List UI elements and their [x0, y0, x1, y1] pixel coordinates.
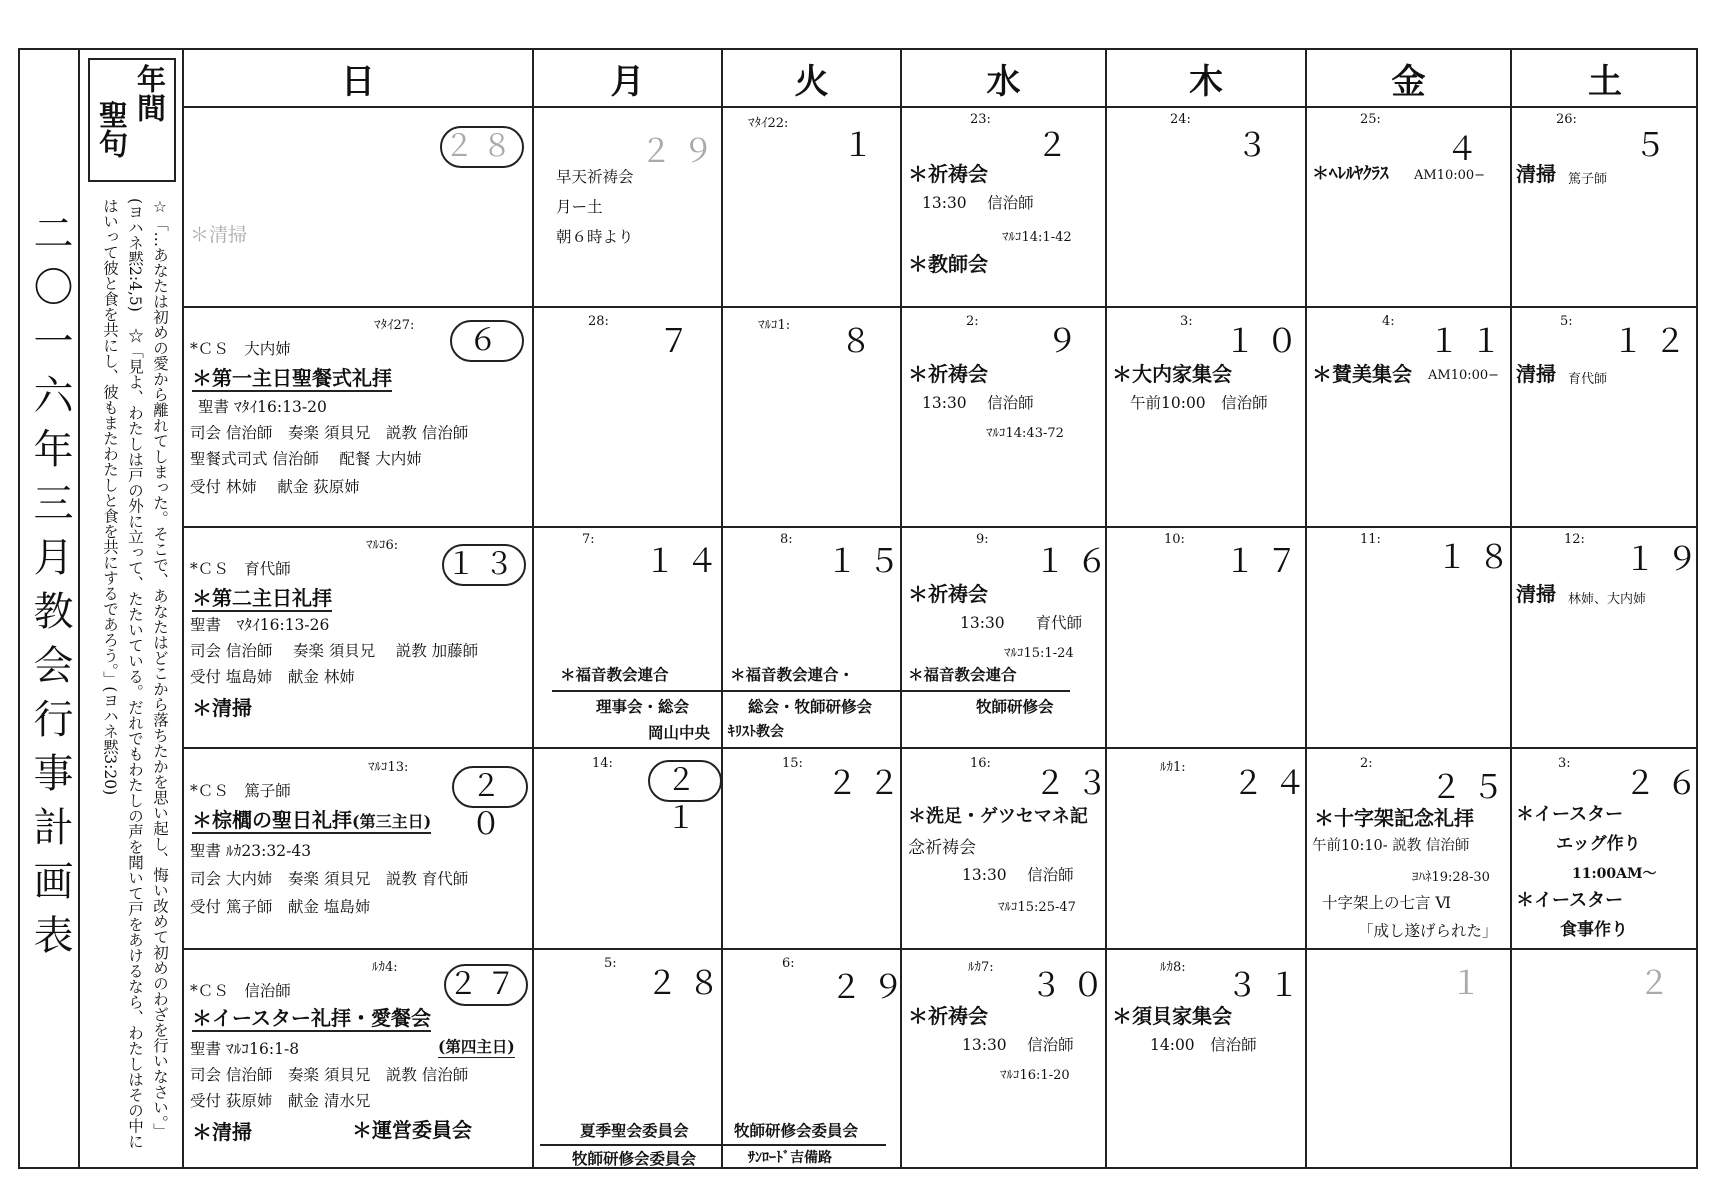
divider	[532, 48, 534, 1169]
service-line: 受付 塩島姉 献金 林姉	[190, 668, 355, 686]
scripture-ref: 5:	[604, 956, 617, 971]
date-number: １６	[1034, 542, 1119, 580]
event-prayer: ＊祈祷会	[908, 362, 988, 386]
service-line: 司会 大内姉 奏楽 須貝兄 説教 育代師	[190, 870, 469, 888]
date-number: １２	[1612, 322, 1697, 360]
scripture-ref: 4:	[1382, 314, 1395, 329]
event-line: 牧師研修会	[976, 697, 1054, 716]
cs-line: *ＣＳ 大内姉	[190, 340, 291, 358]
service-week-note: (第四主日)	[438, 1037, 515, 1056]
date-number: ３	[1236, 126, 1279, 164]
date-number: １４	[644, 542, 729, 580]
dow-tue: 火	[794, 61, 829, 102]
event-line: 月ー土	[556, 198, 603, 216]
date-number: ２３	[1034, 764, 1119, 802]
date-number: １９	[1624, 540, 1709, 578]
event-cleaning: ＊清掃	[192, 696, 252, 720]
scripture-ref: 12:	[1564, 532, 1585, 547]
divider	[182, 48, 184, 1169]
event-prayer: ＊祈祷会	[908, 582, 988, 606]
date-number: ３０	[1030, 966, 1115, 1004]
date-number: ５	[1634, 126, 1677, 164]
event-line: エッグ作り	[1556, 834, 1641, 854]
event-prayer: ＊洗足・ゲツセマネ記	[908, 806, 1088, 827]
date-circle: ２７	[444, 964, 528, 1006]
dow-mon: 月	[610, 61, 645, 102]
date-number: ２６	[1624, 764, 1709, 802]
cs-line: *ＣＳ 篤子師	[190, 782, 291, 800]
scripture-ref: 23:	[970, 112, 991, 127]
event-line: 13:30 信治師	[962, 866, 1074, 884]
event-person: 篤子師	[1568, 172, 1608, 187]
event-committee: ＊運営委員会	[352, 1118, 472, 1142]
scripture-ref: 6:	[782, 956, 795, 971]
event-line: 念祈祷会	[908, 838, 976, 858]
divider	[182, 106, 1698, 108]
service-title: ＊イースター礼拝・愛餐会	[192, 1006, 431, 1030]
cs-line: *ＣＳ 信治師	[190, 982, 291, 1000]
event-line: 理事会・総会	[596, 697, 690, 716]
date-circle: ２８	[440, 126, 524, 168]
event-line: 十字架上の七言 Ⅵ	[1322, 894, 1452, 912]
event-cleaning: 清掃	[1516, 362, 1556, 386]
event-prayer: ＊祈祷会	[908, 162, 988, 186]
event-line: 早天祈祷会	[556, 168, 634, 186]
service-line: 受付 篤子師 献金 塩島姉	[190, 898, 371, 916]
date-circle: ２０	[452, 766, 528, 808]
event-prayer: ＊祈祷会	[908, 1004, 988, 1028]
scripture-ref: ﾏﾙｺ13:	[368, 760, 409, 775]
scripture-ref: 25:	[1360, 112, 1381, 127]
event-cleaning: 清掃	[1516, 162, 1556, 186]
scripture-ref: 3:	[1558, 756, 1571, 771]
date-number: ２５	[1430, 768, 1515, 806]
dow-sat: 土	[1588, 61, 1622, 102]
event-title: ＊須貝家集会	[1112, 1004, 1232, 1028]
scripture-ref: ﾏﾙｺ15:1-24	[1004, 646, 1074, 661]
scripture-ref: 11:	[1360, 532, 1381, 547]
event-title: ＊福音教会連合・	[730, 665, 855, 684]
scripture-ref: ﾏﾙｺ15:25-47	[998, 900, 1076, 915]
divider	[182, 306, 1698, 308]
event-title: 夏季聖会委員会	[580, 1121, 689, 1140]
date-number: １１	[1428, 322, 1513, 360]
scripture-ref: 7:	[582, 532, 595, 547]
event-title: 牧師研修会委員会	[734, 1121, 859, 1140]
date-number: １８	[1436, 538, 1521, 576]
date-number: ７	[658, 322, 701, 360]
event-title: ＊ﾍﾚﾙﾔｸﾗｽ	[1312, 164, 1389, 184]
service-subtitle: (第三主日)	[352, 812, 432, 831]
service-line: 司会 信治師 奏楽 須貝兄 説教 信治師	[190, 1066, 469, 1084]
service-title	[192, 808, 431, 834]
dow-wed: 水	[986, 61, 1021, 102]
service-line: 司会 信治師 奏楽 須貝兄 説教 信治師	[190, 424, 469, 442]
event-line: 岡山中央	[648, 723, 711, 742]
event-time: AM10:00−	[1414, 168, 1486, 183]
event-line: 13:30 信治師	[922, 394, 1034, 412]
scripture-ref: 2:	[966, 314, 979, 329]
event-line: 「成し遂げられた」	[1358, 922, 1498, 940]
event-title: ＊イースター	[1516, 804, 1624, 825]
scripture-ref: ﾏﾙｺ16:1-20	[1000, 1068, 1070, 1083]
scripture-ref: ﾏﾙｺ1:	[758, 318, 791, 333]
scripture-ref: ﾙｶ7:	[968, 960, 994, 975]
scripture-ref: ﾙｶ8:	[1160, 960, 1186, 975]
service-line: 聖餐式司式 信治師 配餐 大内姉	[190, 450, 422, 468]
date-number: ２	[1638, 964, 1681, 1002]
event-line: 食事作り	[1560, 920, 1628, 940]
divider	[182, 526, 1698, 528]
event-title: ＊賛美集会	[1312, 362, 1412, 386]
service-line: 聖書 ﾏﾀｲ16:13-20	[198, 398, 327, 416]
service-title: ＊第二主日礼拝	[192, 586, 332, 610]
scripture-ref: ﾏﾙｺ6:	[366, 538, 399, 553]
event-line: ｷﾘｽﾄ教会	[728, 724, 784, 740]
event-line: 14:00 信治師	[1150, 1036, 1257, 1054]
dow-fri: 金	[1391, 61, 1426, 102]
date-number: ２８	[646, 964, 731, 1002]
scripture-ref: 24:	[1170, 112, 1191, 127]
dow-thu: 木	[1189, 61, 1223, 102]
annual-verse-text: ☆「…あなたは初めの愛から離れてしまった。そこで、あなたはどこから落ちたかを思い起し、悔い改めて初めのわざを行いなさい。」(ヨハネ黙2:4,5) ☆「見よ、わたしは戸の外に立って、たたいている。だれでもわたしの声を聞いて戸をあけるなら、わたしはその中にはいって彼と食を共にし、彼もまたわたしと食を共にするであろう。」(ヨハネ黙3:20)	[101, 198, 169, 1149]
date-number: ３１	[1226, 966, 1311, 1004]
divider	[182, 948, 1698, 950]
date-number: １７	[1224, 542, 1309, 580]
event-person: 林姉、大内姉	[1568, 592, 1647, 607]
event-time: AM10:00−	[1428, 368, 1500, 383]
scripture-ref: 10:	[1164, 532, 1185, 547]
event-line: 13:30 信治師	[962, 1036, 1074, 1054]
scripture-ref: 26:	[1556, 112, 1577, 127]
event-line: 牧師研修会委員会	[572, 1149, 697, 1168]
date-number: １５	[826, 542, 911, 580]
event-title: ＊十字架記念礼拝	[1314, 806, 1474, 830]
scripture-ref: ﾖﾊﾈ19:28-30	[1412, 870, 1490, 885]
event-cleaning: 清掃	[1516, 582, 1556, 606]
scripture-ref: 28:	[588, 314, 609, 329]
date-number: １	[1450, 964, 1493, 1002]
scripture-ref: 3:	[1180, 314, 1193, 329]
date-number: ８	[840, 322, 883, 360]
event-underline	[552, 690, 1070, 692]
service-line: 司会 信治師 奏楽 須貝兄 説教 加藤師	[190, 642, 479, 660]
event-title: ＊大内家集会	[1112, 362, 1232, 386]
date-number: ９	[1046, 322, 1089, 360]
date-number: ２９	[830, 968, 915, 1006]
scripture-ref: 16:	[970, 756, 991, 771]
date-circle: ６	[450, 320, 524, 362]
event-line: ｻﾝﾛｰﾄﾞ吉備路	[748, 1150, 832, 1166]
event-line: 11:00AM〜	[1572, 866, 1657, 882]
scripture-ref: 9:	[976, 532, 989, 547]
event-cleaning: ＊清掃	[190, 224, 248, 246]
scripture-ref: 2:	[1360, 756, 1373, 771]
event-underline	[540, 1144, 886, 1146]
scripture-ref: ﾙｶ4:	[372, 960, 398, 975]
date-number: １	[842, 126, 885, 164]
date-number: ２４	[1232, 764, 1317, 802]
date-circle: １３	[442, 544, 526, 586]
event-teachers: ＊教師会	[908, 252, 988, 276]
event-line: 午前10:10- 説教 信治師	[1312, 838, 1470, 854]
date-number: １０	[1224, 322, 1309, 360]
scripture-ref: ﾏﾀｲ22:	[748, 116, 789, 131]
page-title: 二〇一六年三月教会行事計画表	[27, 212, 73, 968]
scripture-ref: ﾏﾙｺ14:43-72	[986, 426, 1064, 441]
service-line: 受付 荻原姉 献金 清水兄	[190, 1092, 371, 1110]
event-cleaning: ＊清掃	[192, 1120, 252, 1144]
verse-heading-line1: 年間	[133, 64, 167, 122]
divider	[78, 48, 80, 1169]
scripture-ref: ﾏﾀｲ27:	[374, 318, 415, 333]
service-title-text: ＊棕櫚の聖日礼拝	[192, 808, 352, 832]
service-line: 聖書 ﾏﾙｺ16:1-8	[190, 1040, 300, 1058]
date-number: ２９	[640, 132, 725, 170]
scripture-ref: 5:	[1560, 314, 1573, 329]
event-line: 総会・牧師研修会	[748, 697, 873, 716]
event-title: ＊イースター	[1516, 890, 1624, 911]
event-title: ＊福音教会連合	[908, 665, 1017, 684]
service-line: 聖書 ﾙｶ23:32-43	[190, 842, 312, 860]
dow-sun: 日	[341, 61, 375, 102]
date-number: ２２	[826, 764, 911, 802]
event-title: ＊福音教会連合	[560, 665, 669, 684]
event-line: 朝６時より	[556, 228, 634, 246]
scripture-ref: 15:	[782, 756, 803, 771]
cs-line: *ＣＳ 育代師	[190, 560, 291, 578]
verse-heading-line2: 聖句	[95, 100, 129, 158]
service-line: 受付 林姉 献金 荻原姉	[190, 478, 360, 496]
date-number: ４	[1446, 130, 1489, 168]
scripture-ref: 14:	[592, 756, 613, 771]
service-title: ＊第一主日聖餐式礼拝	[192, 366, 392, 390]
event-line: 午前10:00 信治師	[1130, 394, 1268, 412]
divider	[182, 747, 1698, 749]
event-line: 13:30 信治師	[922, 194, 1034, 212]
annual-verse-heading	[88, 58, 176, 182]
event-person: 育代師	[1568, 372, 1608, 387]
service-line: 聖書 ﾏﾀｲ16:13-26	[190, 616, 330, 634]
date-number: ２	[1036, 126, 1079, 164]
divider	[1510, 48, 1512, 1169]
date-circle: ２１	[648, 760, 722, 802]
scripture-ref: ﾙｶ1:	[1160, 760, 1186, 775]
scripture-ref: ﾏﾙｺ14:1-42	[1002, 230, 1072, 245]
event-line: 13:30 育代師	[960, 614, 1083, 632]
scripture-ref: 8:	[780, 532, 793, 547]
